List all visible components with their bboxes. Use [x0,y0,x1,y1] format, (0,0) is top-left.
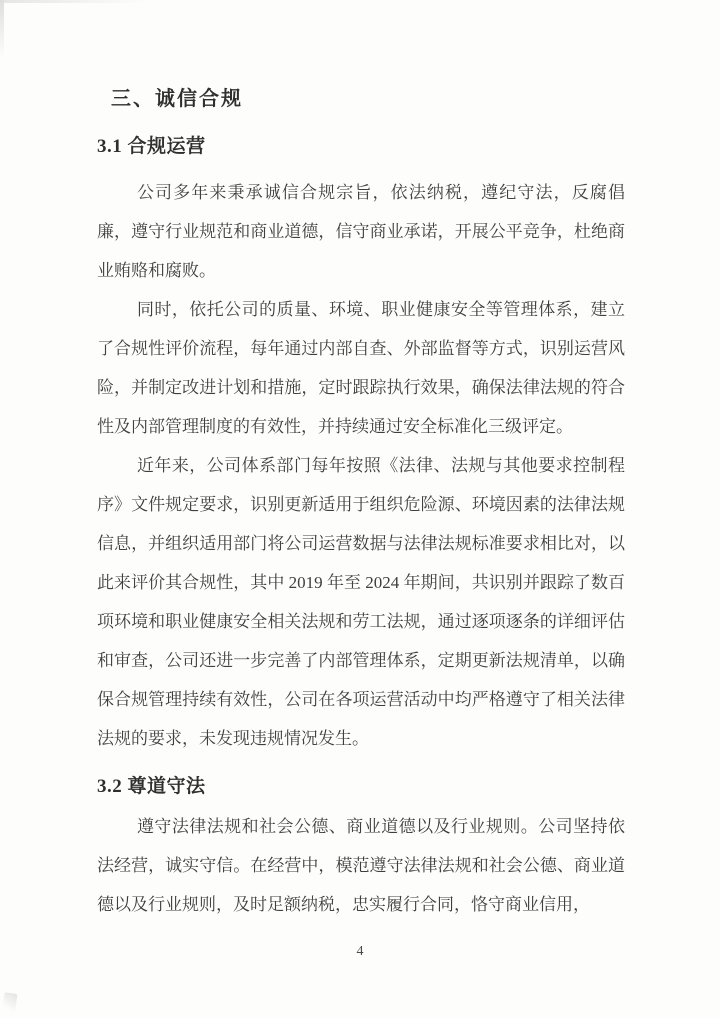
subsection-3-1-body [97,173,625,758]
scan-artifact-top-edge [0,0,150,3]
subsection-heading-3-2: 3.2 尊道守法 [97,776,206,797]
scan-artifact-bottom-left [2,992,18,1016]
paragraph: 近年来，公司体系部门每年按照《法律、法规与其他要求控制程序》文件规定要求，识别更新适用于组织危险源、环境因素的法律法规信息，并组织适用部门将公司运营数据与法律法规标准要求相比对，以此来评价其合规性，其中 2019 年至 2024 年期间，共识别并跟踪了数百项环境和职业健康安全相关法规和劳工法规，通过逐项逐条的详细评估和审查，公司还进一步完善了内部管理体系，定期更新法规清单，以确保合规管理持续有效性，公司在各项运营活动中均严格遵守了相关法律法规的要求，未发现违规情况发生。 [97,456,625,748]
scan-artifact-left-streak [0,0,4,58]
subsection-heading-3-1: 3.1 合规运营 [97,136,206,157]
subsection-3-2-body [97,807,625,924]
paragraph: 遵守法律法规和社会公德、商业道德以及行业规则。公司坚持依法经营，诚实守信。在经营中，模范遵守法律法规和社会公德、商业道德以及行业规则，及时足额纳税，忠实履行合同，恪守商业信用， [97,817,625,914]
section-title: 三、诚信合规 [111,88,243,110]
page-number: 4 [356,944,364,959]
paragraph: 同时，依托公司的质量、环境、职业健康安全等管理体系，建立了合规性评价流程，每年通过内部自查、外部监督等方式，识别运营风险，并制定改进计划和措施，定时跟踪执行效果，确保法律法规的符合性及内部管理制度的有效性，并持续通过安全标准化三级评定。 [97,300,625,436]
paragraph: 公司多年来秉承诚信合规宗旨，依法纳税，遵纪守法，反腐倡廉，遵守行业规范和商业道德，信守商业承诺，开展公平竞争，杜绝商业贿赂和腐败。 [97,183,625,280]
